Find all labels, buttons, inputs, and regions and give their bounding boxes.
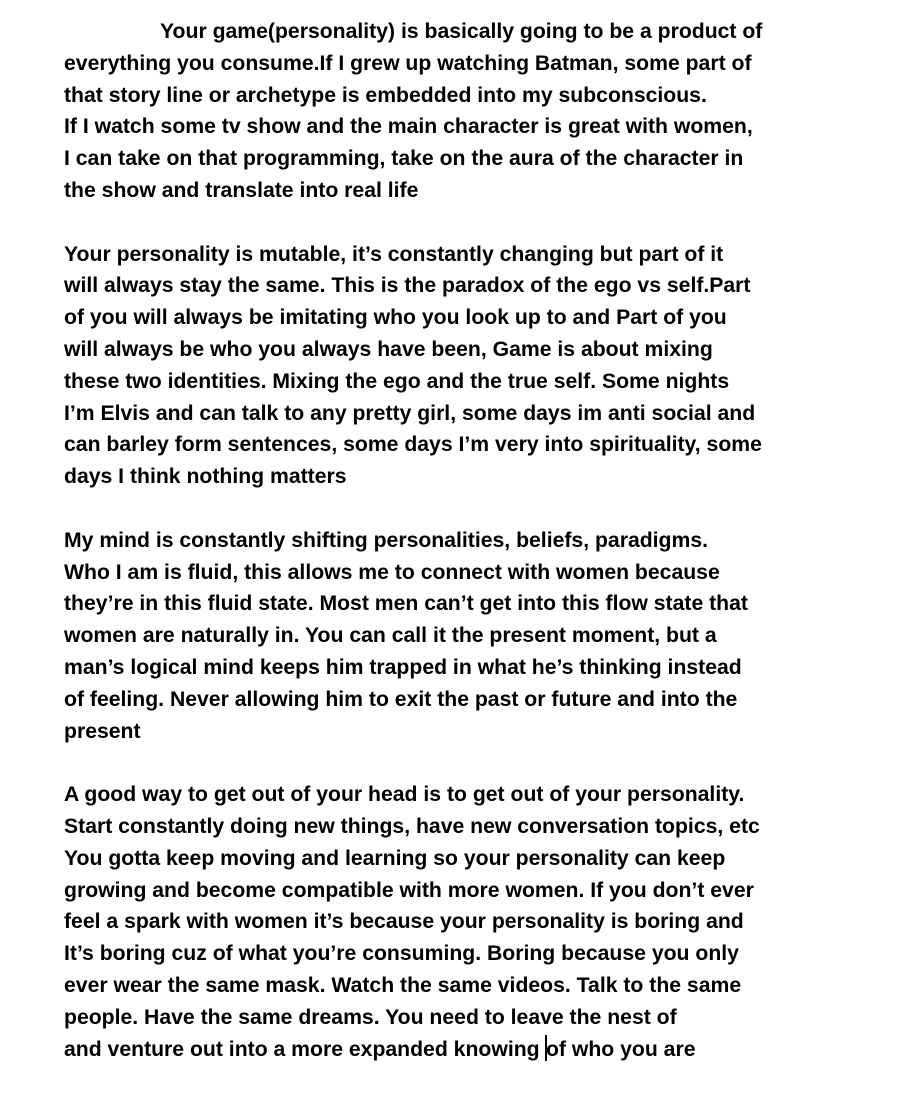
text-line: the show and translate into real life (64, 178, 419, 202)
text-before-caret: and venture out into a more expanded knowing (64, 1037, 546, 1061)
text-line: Start constantly doing new things, have new conversation topics, etc (64, 814, 760, 838)
text-line: women are naturally in. You can call it the present moment, but a (64, 624, 717, 648)
text-line: can barley form sentences, some days I’m very into spirituality, some (64, 433, 762, 457)
text-line: they’re in this fluid state. Most men can’t get into this flow state that (64, 592, 748, 616)
text-line-last (64, 1034, 884, 1066)
text-line: these two identities. Mixing the ego and the true self. Some nights (64, 369, 730, 393)
text-line: It’s boring cuz of what you’re consuming. Boring because you only (64, 942, 739, 966)
text-line: people. Have the same dreams. You need to leave the nest of (64, 1005, 677, 1029)
text-line: ever wear the same mask. Watch the same videos. Talk to the same (64, 973, 742, 997)
text-line: You gotta keep moving and learning so your personality can keep (64, 846, 726, 870)
text-line: I can take on that programming, take on the aura of the character in (64, 147, 744, 171)
text-line: Your personality is mutable, it’s constantly changing but part of it (64, 242, 724, 266)
text-after-caret: of who you are (545, 1037, 696, 1061)
text-line: will always stay the same. This is the paradox of the ego vs self.Part (64, 274, 751, 298)
text-line: If I watch some tv show and the main character is great with women, (64, 115, 753, 139)
text-line: I’m Elvis and can talk to any pretty girl, some days im anti social and (64, 401, 756, 425)
paragraph-4 (64, 779, 884, 1065)
text-line: days I think nothing matters (64, 465, 347, 489)
paragraph-1 (64, 16, 884, 207)
text-line: A good way to get out of your head is to get out of your personality. (64, 783, 745, 807)
paragraph-3 (64, 525, 884, 748)
text-line: that story line or archetype is embedded into my subconscious. (64, 83, 707, 107)
document-body[interactable] (64, 16, 884, 1097)
text-line: My mind is constantly shifting personalities, beliefs, paradigms. (64, 528, 709, 552)
text-line: growing and become compatible with more women. If you don’t ever (64, 878, 754, 902)
text-line: present (64, 719, 141, 743)
text-line: feel a spark with women it’s because your personality is boring and (64, 910, 744, 934)
text-line: of feeling. Never allowing him to exit the past or future and into the (64, 687, 738, 711)
text-line: Who I am is fluid, this allows me to connect with women because (64, 560, 720, 584)
text-line: will always be who you always have been, Game is about mixing (64, 337, 713, 361)
text-line: man’s logical mind keeps him trapped in what he’s thinking instead (64, 655, 742, 679)
text-line: everything you consume.If I grew up watching Batman, some part of (64, 51, 752, 75)
paragraph-2 (64, 239, 884, 493)
text-line: of you will always be imitating who you look up to and Part of you (64, 306, 727, 330)
text-line: Your game(personality) is basically going to be a product of (160, 20, 763, 43)
